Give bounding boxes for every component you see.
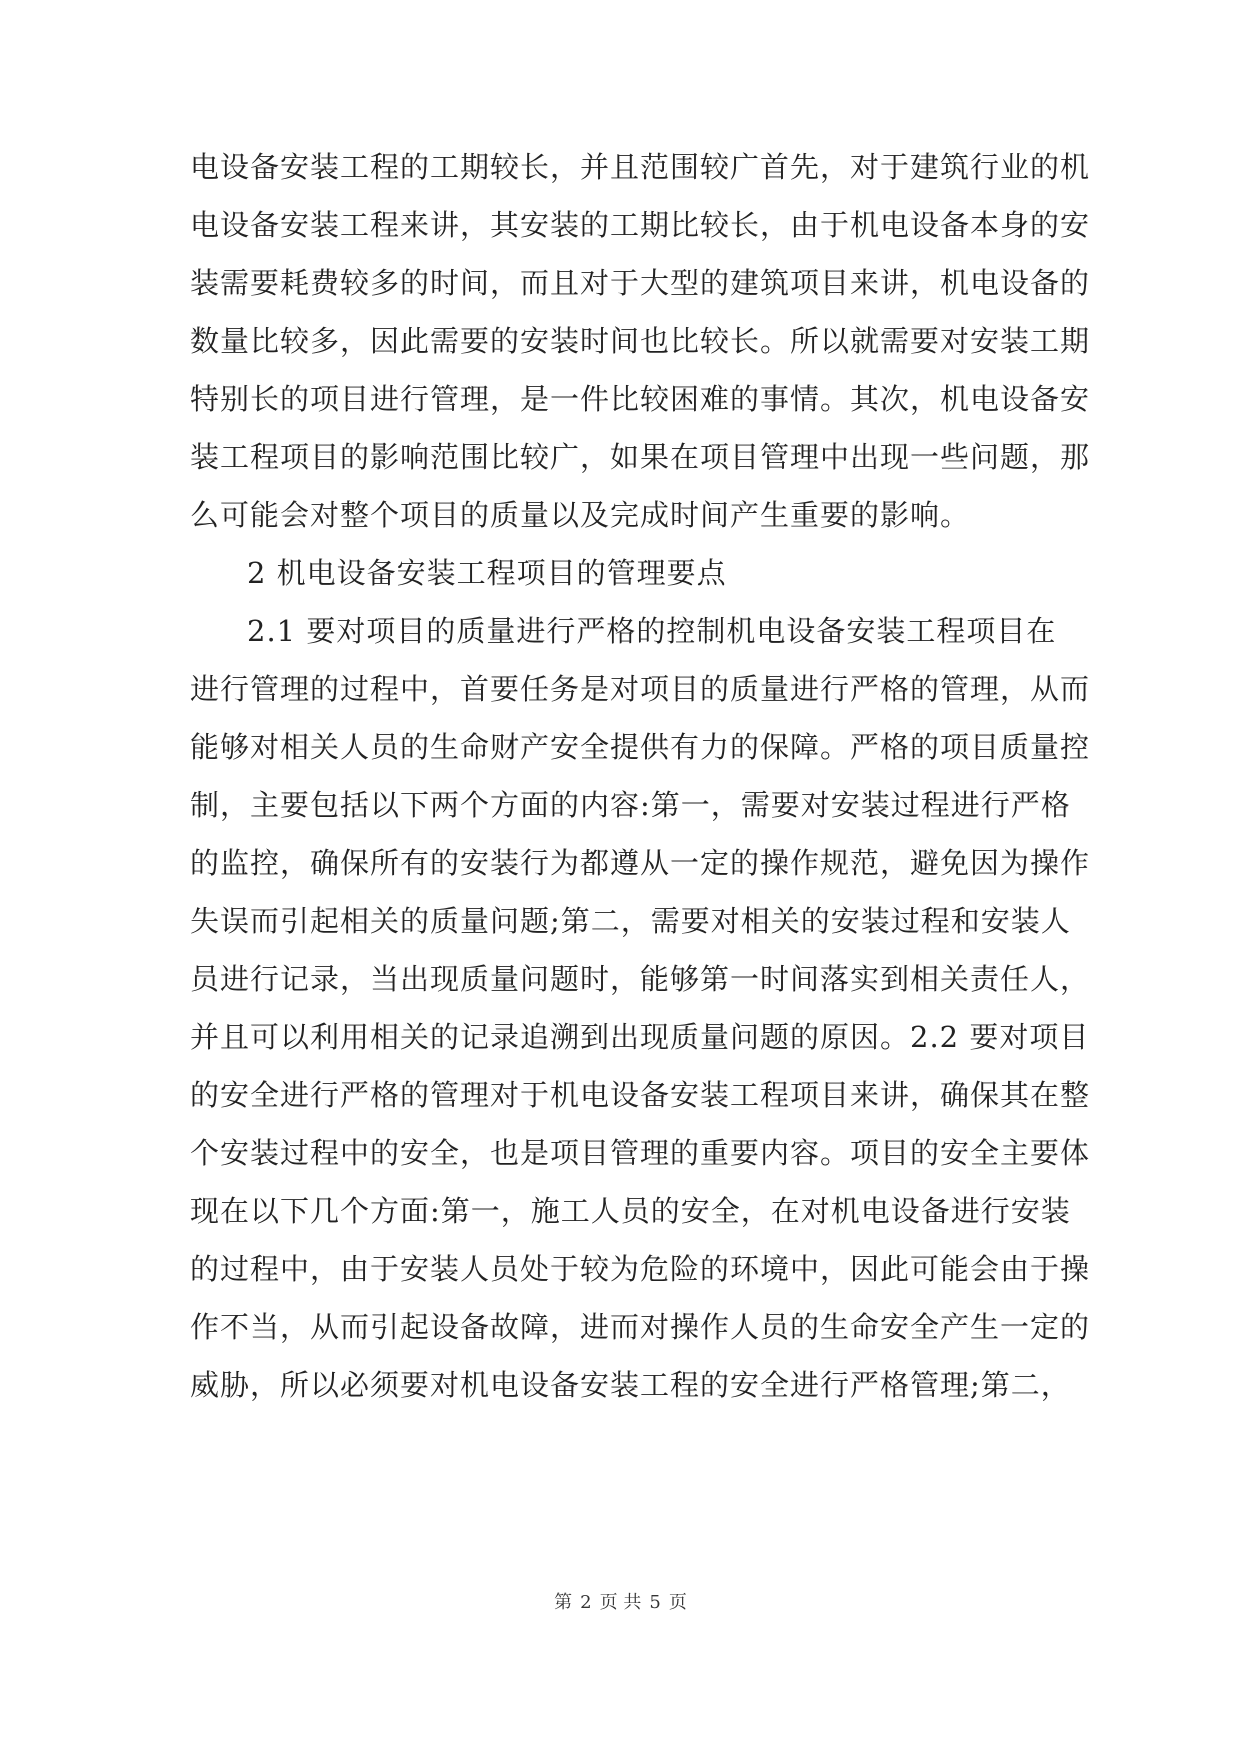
paragraph-line: 数量比较多，因此需要的安装时间也比较长。所以就需要对安装工期 [190,324,1091,358]
paragraph-line: 制，主要包括以下两个方面的内容:第一，需要对安装过程进行严格 [190,788,1071,822]
paragraph-line: 的安全进行严格的管理对于机电设备安装工程项目来讲，确保其在整 [190,1078,1091,1112]
current-page-number: 2 [580,1592,592,1613]
total-page-number: 5 [649,1592,661,1613]
paragraph-line: 电设备安装工程来讲，其安装的工期比较长，由于机电设备本身的安 [190,208,1091,242]
paragraph-line: 装需要耗费较多的时间，而且对于大型的建筑项目来讲，机电设备的 [190,266,1091,300]
paragraph-line: 的监控，确保所有的安装行为都遵从一定的操作规范，避免因为操作 [190,846,1091,880]
paragraph-line: 特别长的项目进行管理，是一件比较困难的事情。其次，机电设备安 [190,382,1091,416]
paragraph-line: 么可能会对整个项目的质量以及完成时间产生重要的影响。 [190,498,971,532]
paragraph-line: 失误而引起相关的质量问题;第二，需要对相关的安装过程和安装人 [190,904,1071,938]
paragraph-line: 并且可以利用相关的记录追溯到出现质量问题的原因。2.2 要对项目 [190,1020,1090,1054]
paragraph-line: 作不当，从而引起设备故障，进而对操作人员的生命安全产生一定的 [190,1310,1091,1344]
paragraph-line: 员进行记录，当出现质量问题时，能够第一时间落实到相关责任人， [190,962,1091,996]
page-number-middle: 页 共 [599,1592,642,1613]
page-footer [0,1591,1241,1615]
paragraph-line: 能够对相关人员的生命财产安全提供有力的保障。严格的项目质量控 [190,730,1091,764]
page-number-suffix: 页 [668,1592,687,1613]
paragraph-line: 进行管理的过程中，首要任务是对项目的质量进行严格的管理，从而 [190,672,1091,706]
paragraph-line: 威胁，所以必须要对机电设备安装工程的安全进行严格管理;第二， [190,1368,1071,1402]
paragraph-line: 现在以下几个方面:第一，施工人员的安全，在对机电设备进行安装 [190,1194,1071,1228]
section-heading: 2 机电设备安装工程项目的管理要点 [247,556,727,590]
paragraph-line: 个安装过程中的安全，也是项目管理的重要内容。项目的安全主要体 [190,1136,1091,1170]
paragraph-line: 2.1 要对项目的质量进行严格的控制机电设备安装工程项目在 [247,614,1057,648]
page-number-prefix: 第 [554,1592,573,1613]
paragraph-line: 电设备安装工程的工期较长，并且范围较广首先，对于建筑行业的机 [190,150,1091,184]
paragraph-line: 的过程中，由于安装人员处于较为危险的环境中，因此可能会由于操 [190,1252,1091,1286]
paragraph-line: 装工程项目的影响范围比较广，如果在项目管理中出现一些问题，那 [190,440,1091,474]
